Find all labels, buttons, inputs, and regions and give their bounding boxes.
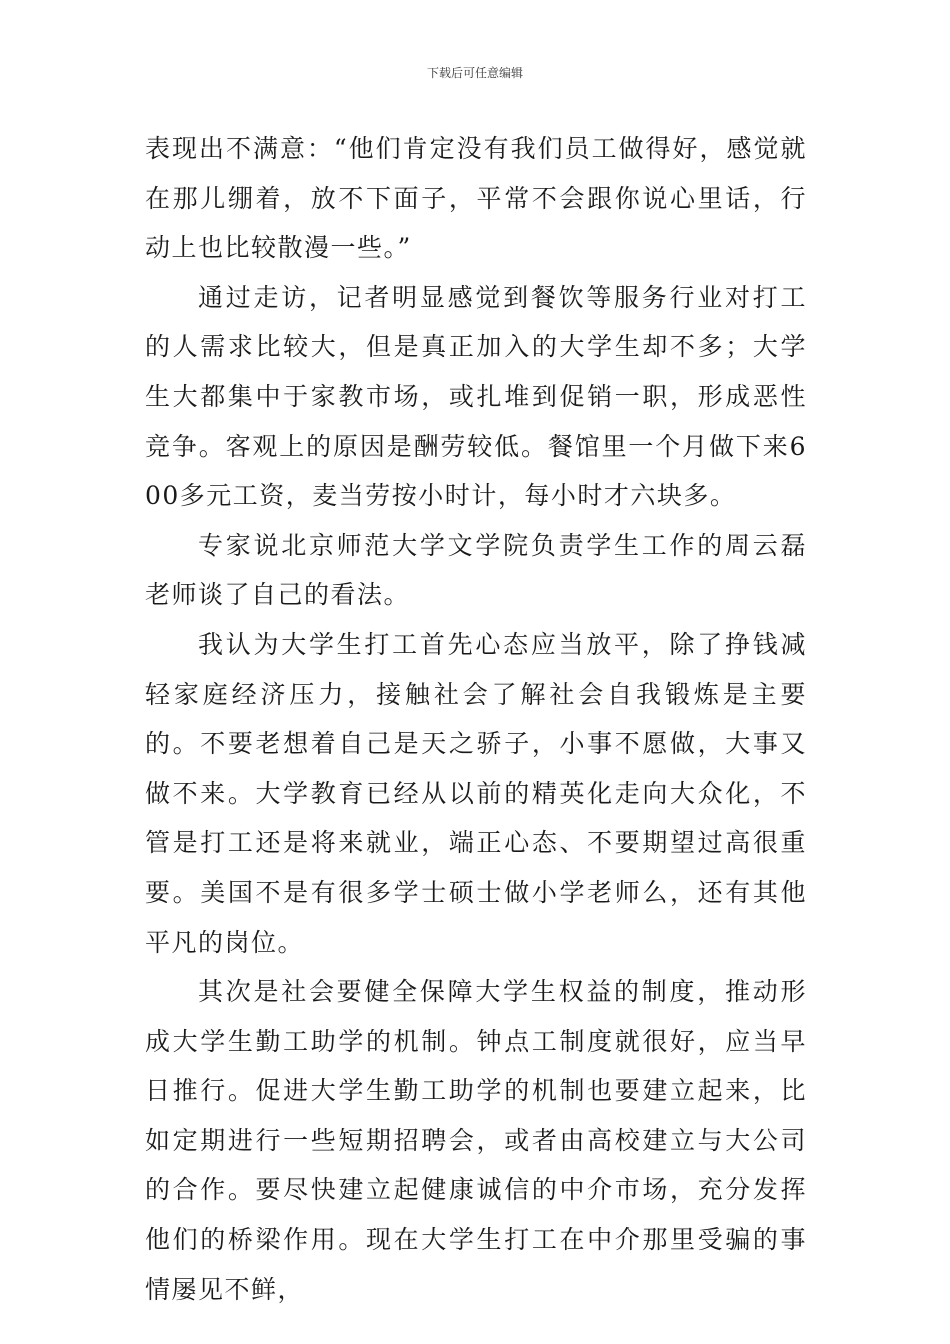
- paragraph-interview-findings: 通过走访，记者明显感觉到餐饮等服务行业对打工的人需求比较大，但是真正加入的大学生却不多；大学生大都集中于家教市场，或扎堆到促销一职，形成恶性竞争。客观上的原因是酬劳较低。餐馆里一个月做下来600多元工资，麦当劳按小时计，每小时才六块多。: [145, 282, 807, 511]
- paragraph-expert-opinion-mindset: 我认为大学生打工首先心态应当放平，除了挣钱减轻家庭经济压力，接触社会了解社会自我锻炼是主要的。不要老想着自己是天之骄子，小事不愿做，大事又做不来。大学教育已经从以前的精英化走向大众化，不管是打工还是将来就业，端正心态、不要期望过高很重要。美国不是有很多学士硕士做小学老师么，还有其他平凡的岗位。: [145, 629, 807, 957]
- paragraph-expert-intro: 专家说北京师范大学文学院负责学生工作的周云磊老师谈了自己的看法。: [145, 530, 807, 610]
- paragraph-expert-opinion-society: 其次是社会要健全保障大学生权益的制度，推动形成大学生勤工助学的机制。钟点工制度就很好，应当早日推行。促进大学生勤工助学的机制也要建立起来，比如定期进行一些短期招聘会，或者由高校建立与大公司的合作。要尽快建立起健康诚信的中介市场，充分发挥他们的桥梁作用。现在大学生打工在中介那里受骗的事情屡见不鲜，: [145, 977, 807, 1304]
- page-header: 下载后可任意编辑: [426, 66, 523, 80]
- paragraph-continued: 表现出不满意：“他们肯定没有我们员工做得好，感觉就在那儿绷着，放不下面子，平常不会跟你说心里话，行动上也比较散漫一些。”: [145, 134, 807, 263]
- article-body: [145, 124, 807, 1314]
